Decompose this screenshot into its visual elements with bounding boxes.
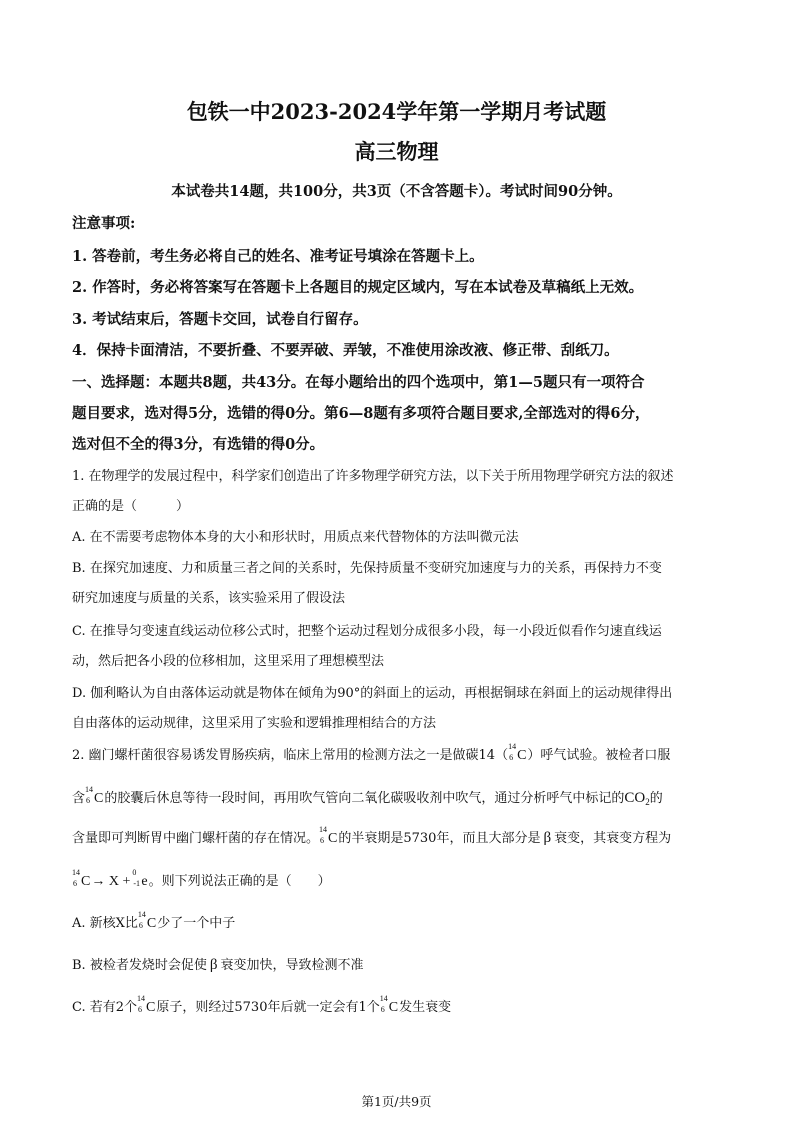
q2-text: ）呼气试验。被检者口服 [527,748,671,763]
page-number: 第1页/共9页 [361,1094,432,1109]
notice-item: 2. 作答时，务必将答案写在答题卡上各题目的规定区域内，写在本试卷及草稿纸上无效。 [72,279,644,296]
notice-heading: 注意事项: [72,215,136,232]
equation-arrow: → X + [91,874,131,889]
q1-option-d: 自由落体的运动规律，这里采用了实验和逻辑推理相结合的方法 [72,716,437,731]
q2-text: 的胶囊后休息等待一段时间，再用吹气管向二氧化碳吸收剂中吹气，通过分析呼气中标记的 [104,791,625,806]
section-instruction: 一、选择题：本题共8题，共43分。在每小题给出的四个选项中，第1—5题只有一项符合 [72,374,645,391]
notice-item: 4．保持卡面清洁，不要折叠、不要弄破、弄皱，不准使用涂改液、修正带、刮纸刀。 [72,342,619,359]
section-instruction: 题目要求，选对得5分，选错的得0分。第6—8题有多项符合题目要求,全部选对的得6分， [72,405,650,422]
carbon-14-nuclide: 14 6 C [319,825,338,846]
beta-symbol: β [543,830,552,846]
q2-text: 衰变，其衰变方程为 [554,831,672,846]
notice-item: 1. 答卷前，考生务必将自己的姓名、准考证号填涂在答题卡上。 [72,248,484,265]
q2-text: 2. 幽门螺杆菌很容易诱发胃肠疾病，临床上常用的检测方法之一是做碳14（ [72,748,509,763]
q2-option-a: A. 新核X比 14 6 C少了一个中子 [72,910,236,931]
q2-stem [72,744,670,764]
carbon-14-nuclide: 14 6 C [72,868,91,889]
carbon-14-nuclide: 14 6 C [85,785,104,806]
carbon-14-nuclide: 14 6 C [137,994,156,1015]
q1-option-c: 动，然后把各小段的位移相加，这里采用了理想模型法 [72,654,385,669]
q1-option-d: D. 伽利略认为自由落体运动就是物体在倾角为90°的斜面上的运动，再根据铜球在斜面上的运动规律得出 [72,686,673,701]
carbon-14-nuclide: 14 6 C [508,742,527,763]
beta-symbol: β [209,957,218,973]
electron-nuclide: 0 -1 e [132,868,148,889]
q2-stem [72,827,671,847]
q1-option-b: B. 在探究加速度、力和质量三者之间的关系时，先保持质量不变研究加速度与力的关系，再保持力不变 [72,561,662,576]
exam-info: 本试卷共14题，共100分，共3页（不含答题卡）。考试时间90分钟。 [171,183,622,200]
q2-option-b: B. 被检者发烧时会促使 β 衰变加快，导致检测不准 [72,957,364,973]
q2-decay-equation [72,870,331,890]
q2-stem [72,787,663,807]
q2-text: 。则下列说法正确的是（ ） [148,874,331,889]
co2-formula: $CO_2$ [624,790,650,807]
q1-stem: 正确的是（ ） [72,499,190,514]
q2-text: 含 [72,791,86,806]
q1-option-b: 研究加速度与质量的关系，该实验采用了假设法 [72,591,346,606]
section-instruction: 选对但不全的得3分，有选错的得0分。 [72,436,325,453]
exam-title: 包铁一中2023-2024学年第一学期月考试题 [186,99,607,124]
q1-option-c: C. 在推导匀变速直线运动位移公式时，把整个运动过程划分成很多小段，每一小段近似看作匀速直线运 [72,624,662,639]
q2-text: 的 [649,791,663,806]
carbon-14-nuclide: 14 6 C [379,994,399,1015]
notice-item: 3. 考试结束后，答题卡交回，试卷自行留存。 [72,311,368,328]
q2-text: 含量即可判断胃中幽门螺杆菌的存在情况。 [72,831,320,846]
q1-option-a: A. 在不需要考虑物体本身的大小和形状时，用质点来代替物体的方法叫微元法 [72,530,519,545]
q2-text: 的半衰期是5730年，而且大部分是 [338,831,541,846]
carbon-14-nuclide: 14 6 C [137,910,157,931]
q1-stem: 1. 在物理学的发展过程中，科学家们创造出了许多物理学研究方法，以下关于所用物理学研究方法的叙述 [72,469,674,484]
exam-subtitle: 高三物理 [354,139,439,164]
q2-option-c: C. 若有2个 14 6 C原子，则经过5730年后就一定会有1个 14 6 C发生衰变 [72,994,452,1015]
